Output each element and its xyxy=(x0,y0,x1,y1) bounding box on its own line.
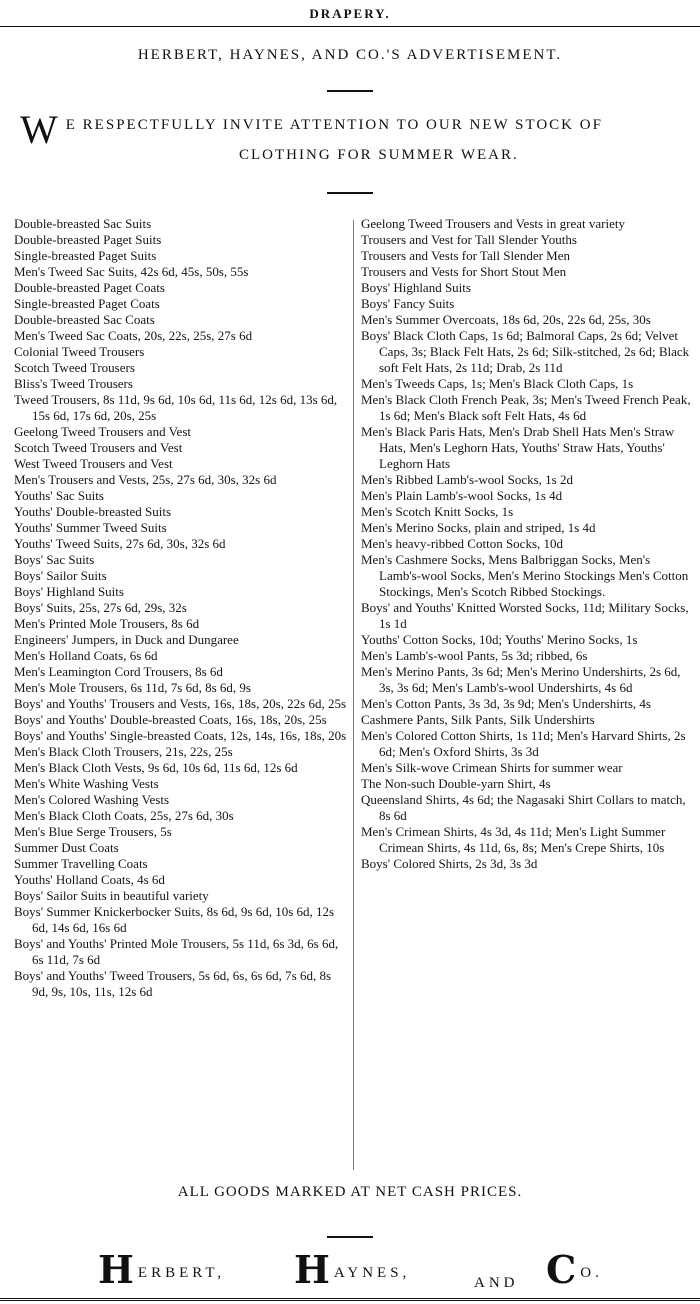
list-item: Youths' Tweed Suits, 27s 6d, 30s, 32s 6d xyxy=(14,536,226,551)
list-item: Scotch Tweed Trousers and Vest xyxy=(14,440,183,455)
list-item: Men's Crimean Shirts, 4s 3d, 4s 11d; Men's Light Summer Crimean Shirts, 4s 11d, 6s, 8s; Men's Crepe Shirts, 10s xyxy=(361,824,666,855)
list-item: Men's Merino Socks, plain and striped, 1s 4d xyxy=(361,520,596,535)
signature-haynes xyxy=(294,1247,410,1292)
list-item: Men's heavy-ribbed Cotton Socks, 10d xyxy=(361,536,564,551)
list-item: Men's Black Cloth French Peak, 3s; Men's Tweed French Peak, 1s 6d; Men's Black soft Felt Hats, 4s 6d xyxy=(361,392,691,423)
list-item: Men's Black Paris Hats, Men's Drab Shell Hats Men's Straw Hats, Men's Leghorn Hats, Youths' Straw Hats, Youths' Leghorn Hats xyxy=(361,424,675,471)
list-item: Men's Cotton Pants, 3s 3d, 3s 9d; Men's Undershirts, 4s xyxy=(361,696,651,711)
list-item: Men's Summer Overcoats, 18s 6d, 20s, 22s 6d, 25s, 30s xyxy=(361,312,651,327)
list-item: Men's Cashmere Socks, Mens Balbriggan Socks, Men's Lamb's-wool Socks, Men's Merino Stockings Men's Cotton Stockings, Men's Scotch Ribbed Stockings. xyxy=(361,552,689,599)
intro-line-2: CLOTHING FOR SUMMER WEAR. xyxy=(239,147,519,163)
list-item: Men's Silk-wove Crimean Shirts for summer wear xyxy=(361,760,623,775)
list-item: Summer Travelling Coats xyxy=(14,856,148,871)
list-item: Men's Lamb's-wool Pants, 5s 3d; ribbed, 6s xyxy=(361,648,588,663)
list-item: Boys' Black Cloth Caps, 1s 6d; Balmoral Caps, 2s 6d; Velvet Caps, 3s; Black Felt Hats, 2s 6d; Silk-stitched, 2s 6d; Black soft Felt Hats, 2s 11d; Drab, 2s 11d xyxy=(361,328,690,375)
list-item: Single-breasted Paget Coats xyxy=(14,296,160,311)
list-item: Double-breasted Sac Coats xyxy=(14,312,155,327)
list-item: Youths' Sac Suits xyxy=(14,488,104,503)
signature-herbert xyxy=(98,1247,225,1292)
signature-initial: H xyxy=(98,1247,134,1292)
signature xyxy=(0,1247,700,1298)
signature-text: O. xyxy=(580,1265,603,1281)
list-item: Boys' and Youths' Single-breasted Coats, 12s, 14s, 16s, 18s, 20s xyxy=(14,728,347,743)
list-item: Men's Plain Lamb's-wool Socks, 1s 4d xyxy=(361,488,563,503)
list-item: Boys' Colored Shirts, 2s 3d, 3s 3d xyxy=(361,856,538,871)
list-item: Geelong Tweed Trousers and Vests in great variety xyxy=(361,216,625,231)
footer-note: ALL GOODS MARKED AT NET CASH PRICES. xyxy=(177,1184,523,1200)
top-rule xyxy=(0,26,700,27)
signature-text: AYNES, xyxy=(333,1265,411,1281)
list-item: Youths' Holland Coats, 4s 6d xyxy=(14,872,165,887)
list-item: Geelong Tweed Trousers and Vest xyxy=(14,424,191,439)
list-item: Trousers and Vest for Tall Slender Youths xyxy=(361,232,577,247)
list-item: Men's Holland Coats, 6s 6d xyxy=(14,648,158,663)
list-item: Men's Blue Serge Trousers, 5s xyxy=(14,824,172,839)
list-item: Men's White Washing Vests xyxy=(14,776,159,791)
list-item: Men's Leamington Cord Trousers, 8s 6d xyxy=(14,664,223,679)
list-item: Boys' Sac Suits xyxy=(14,552,95,567)
list-item: Tweed Trousers, 8s 11d, 9s 6d, 10s 6d, 11s 6d, 12s 6d, 13s 6d, 15s 6d, 17s 6d, 20s, 25s xyxy=(14,392,338,423)
list-item: Bliss's Tweed Trousers xyxy=(14,376,133,391)
list-item: Double-breasted Sac Suits xyxy=(14,216,152,231)
list-item: Scotch Tweed Trousers xyxy=(14,360,135,375)
list-item: Men's Tweed Sac Suits, 42s 6d, 45s, 50s, 55s xyxy=(14,264,249,279)
list-item: Men's Tweed Sac Coats, 20s, 22s, 25s, 27s 6d xyxy=(14,328,253,343)
list-item: Men's Mole Trousers, 6s 11d, 7s 6d, 8s 6d, 9s xyxy=(14,680,251,695)
intro-paragraph xyxy=(20,107,692,170)
list-item: Youths' Double-breasted Suits xyxy=(14,504,172,519)
list-item: Cashmere Pants, Silk Pants, Silk Undershirts xyxy=(361,712,595,727)
list-item: Men's Colored Washing Vests xyxy=(14,792,170,807)
list-item: Youths' Cotton Socks, 10d; Youths' Merino Socks, 1s xyxy=(361,632,638,647)
list-item: Men's Black Cloth Vests, 9s 6d, 10s 6d, 11s 6d, 12s 6d xyxy=(14,760,298,775)
list-item: Boys' Sailor Suits xyxy=(14,568,107,583)
list-item: West Tweed Trousers and Vest xyxy=(14,456,173,471)
list-item: Boys' Suits, 25s, 27s 6d, 29s, 32s xyxy=(14,600,187,615)
intro-line-1: E RESPECTFULLY INVITE ATTENTION TO OUR NEW STOCK OF xyxy=(65,117,603,133)
list-item: Colonial Tweed Trousers xyxy=(14,344,145,359)
list-item: Trousers and Vests for Tall Slender Men xyxy=(361,248,571,263)
list-item: Double-breasted Paget Suits xyxy=(14,232,162,247)
list-item: Youths' Summer Tweed Suits xyxy=(14,520,167,535)
list-item: Trousers and Vests for Short Stout Men xyxy=(361,264,567,279)
signature-initial: C xyxy=(546,1247,577,1292)
list-item: Double-breasted Paget Coats xyxy=(14,280,165,295)
list-item: Boys' and Youths' Tweed Trousers, 5s 6d, 6s, 6s 6d, 7s 6d, 8s 9d, 9s, 10s, 11s, 12s 6d xyxy=(14,968,332,999)
signature-initial: H xyxy=(294,1247,330,1292)
section-heading: DRAPERY. xyxy=(309,6,391,21)
list-item: Boys' Sailor Suits in beautiful variety xyxy=(14,888,209,903)
list-item: Engineers' Jumpers, in Duck and Dungaree xyxy=(14,632,239,647)
list-item: Men's Trousers and Vests, 25s, 27s 6d, 30s, 32s 6d xyxy=(14,472,277,487)
left-column-list xyxy=(14,216,350,1000)
list-item: Men's Ribbed Lamb's-wool Socks, 1s 2d xyxy=(361,472,573,487)
divider-rule xyxy=(327,90,373,92)
list-item: Queensland Shirts, 4s 6d; the Nagasaki Shirt Collars to match, 8s 6d xyxy=(361,792,686,823)
signature-text: ERBERT, xyxy=(137,1265,226,1281)
list-item: Men's Black Cloth Coats, 25s, 27s 6d, 30s xyxy=(14,808,234,823)
signature-and: AND xyxy=(474,1275,519,1291)
list-item: The Non-such Double-yarn Shirt, 4s xyxy=(361,776,551,791)
list-item: Boys' and Youths' Double-breasted Coats, 16s, 18s, 20s, 25s xyxy=(14,712,327,727)
list-item: Boys' and Youths' Printed Mole Trousers, 5s 11d, 6s 3d, 6s 6d, 6s 11d, 7s 6d xyxy=(14,936,339,967)
list-item: Men's Black Cloth Trousers, 21s, 22s, 25s xyxy=(14,744,233,759)
signature-co xyxy=(546,1247,603,1292)
column-divider xyxy=(353,220,354,1170)
list-item: Boys' Highland Suits xyxy=(361,280,471,295)
bottom-rule xyxy=(0,1298,700,1301)
advertisement-title: HERBERT, HAYNES, AND CO.'S ADVERTISEMENT. xyxy=(137,47,563,63)
list-item: Boys' and Youths' Trousers and Vests, 16s, 18s, 20s, 22s 6d, 25s xyxy=(14,696,347,711)
list-item: Men's Merino Pants, 3s 6d; Men's Merino Undershirts, 2s 6d, 3s, 3s 6d; Men's Lamb's-wool Undershirts, 4s 6d xyxy=(361,664,681,695)
list-item: Boys' Highland Suits xyxy=(14,584,124,599)
list-item: Summer Dust Coats xyxy=(14,840,119,855)
list-item: Boys' Fancy Suits xyxy=(361,296,455,311)
right-column-list xyxy=(361,216,693,872)
list-item: Men's Colored Cotton Shirts, 1s 11d; Men's Harvard Shirts, 2s 6d; Men's Oxford Shirts, 3s 3d xyxy=(361,728,686,759)
list-item: Single-breasted Paget Suits xyxy=(14,248,157,263)
drop-cap: W xyxy=(20,107,60,152)
list-item: Men's Printed Mole Trousers, 8s 6d xyxy=(14,616,200,631)
list-item: Boys' Summer Knickerbocker Suits, 8s 6d, 9s 6d, 10s 6d, 12s 6d, 14s 6d, 16s 6d xyxy=(14,904,335,935)
list-item: Boys' and Youths' Knitted Worsted Socks, 11d; Military Socks, 1s 1d xyxy=(361,600,689,631)
divider-rule xyxy=(327,1236,373,1238)
list-item: Men's Scotch Knitt Socks, 1s xyxy=(361,504,514,519)
list-item: Men's Tweeds Caps, 1s; Men's Black Cloth Caps, 1s xyxy=(361,376,634,391)
divider-rule xyxy=(327,192,373,194)
